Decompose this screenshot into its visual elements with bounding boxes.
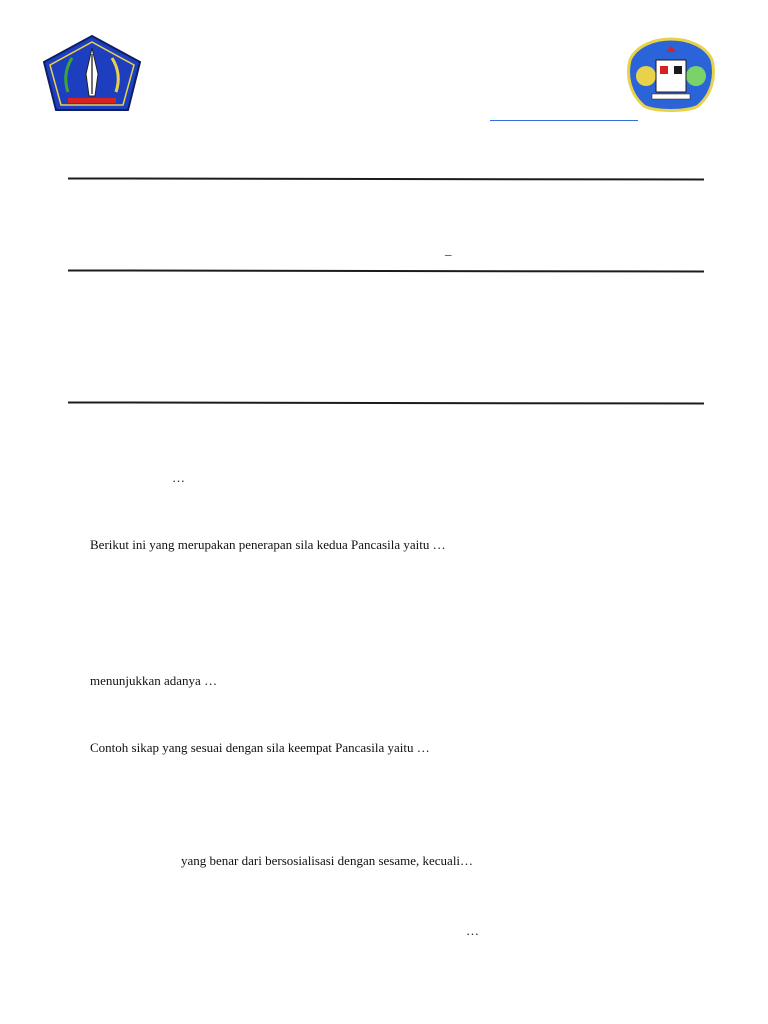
header-rule-top [68, 177, 704, 180]
question-5-tail: yang benar dari bersosialisasi dengan sesame, kecuali… [181, 853, 474, 868]
question-2-text: Berikut ini yang merupakan penerapan sila kedua Pancasila yaitu … [90, 537, 446, 552]
header-dash: _ [445, 242, 452, 257]
link-underline [490, 120, 638, 121]
question-4-text: Contoh sikap yang sesuai dengan sila keempat Pancasila yaitu … [90, 740, 430, 755]
header-rule-middle [68, 269, 704, 272]
regional-government-emblem-icon [40, 34, 144, 114]
school-emblem-icon [626, 36, 716, 114]
header-rule-bottom [68, 401, 704, 404]
question-1-tail: … [172, 470, 185, 485]
question-6-tail: … [466, 923, 479, 938]
question-3-tail: menunjukkan adanya … [90, 673, 218, 688]
